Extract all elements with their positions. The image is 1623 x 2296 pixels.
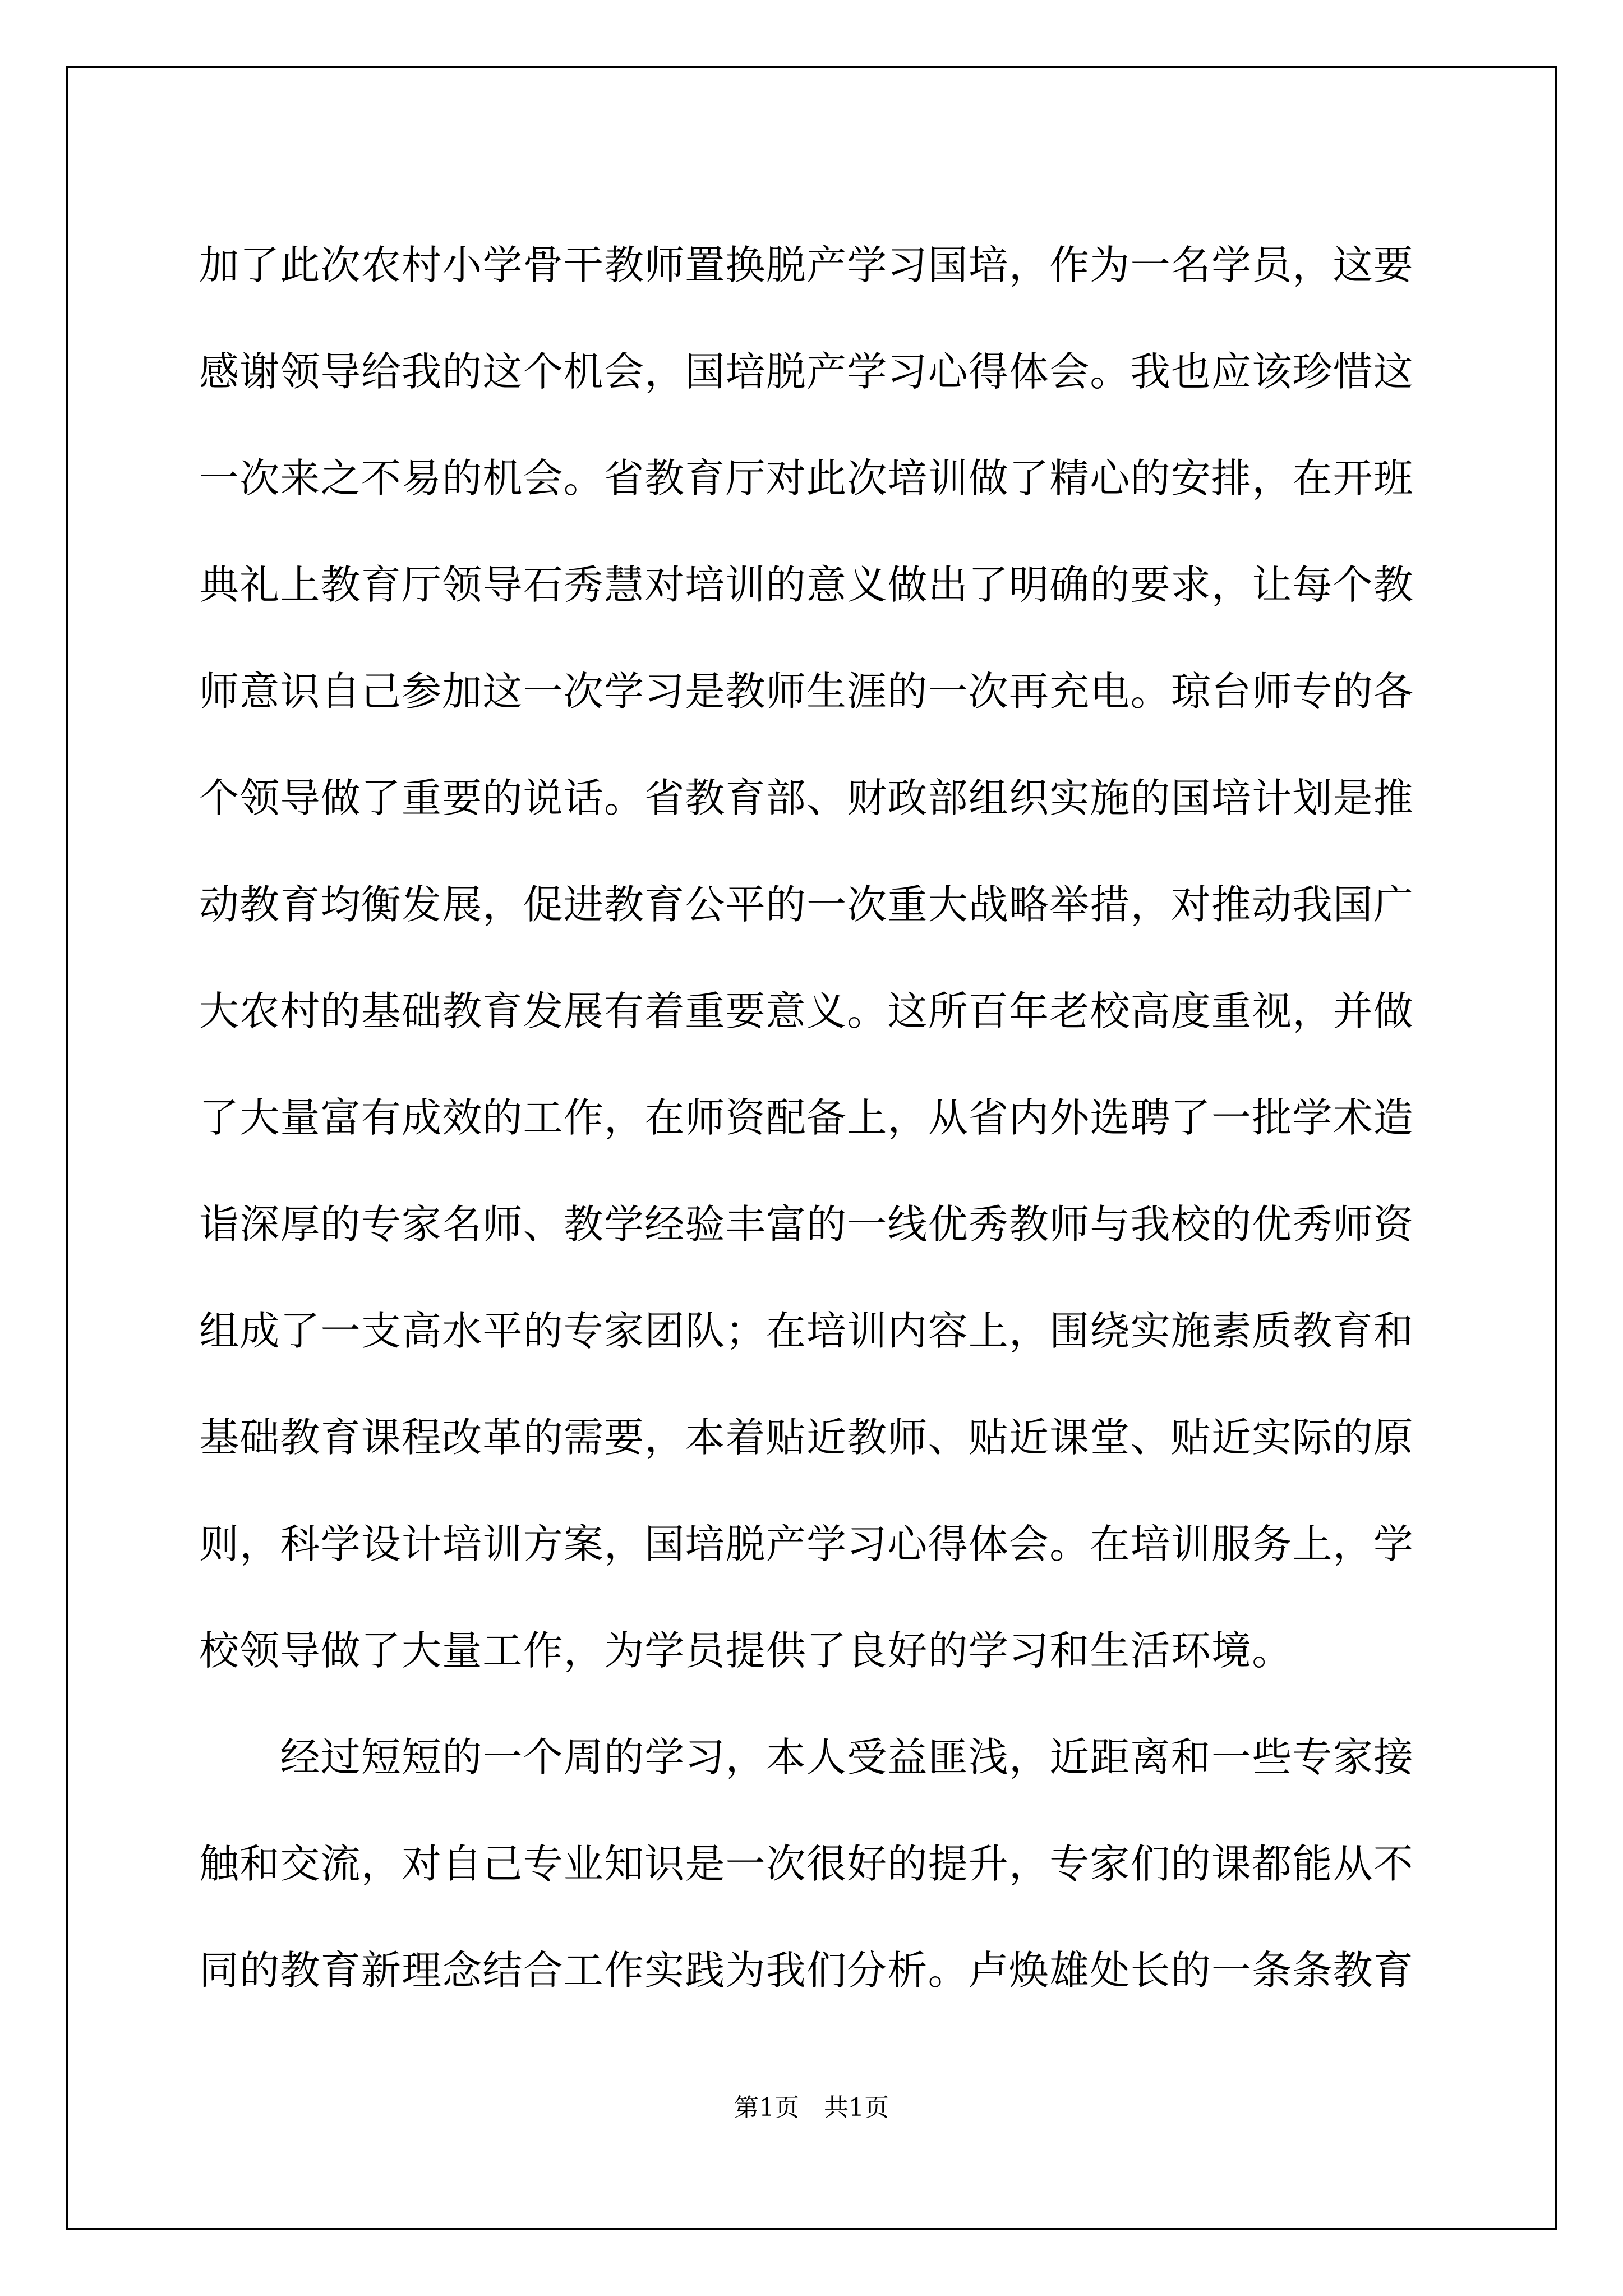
text-line: 典礼上教育厅领导石秀慧对培训的意义做出了明确的要求，让每个教: [199, 562, 1414, 608]
text-line: 同的教育新理念结合工作实践为我们分析。卢焕雄处长的一条条教育: [199, 1947, 1414, 1994]
page-footer: 第1页 共1页: [734, 2093, 889, 2122]
text-line: 诣深厚的专家名师、教学经验丰富的一线优秀教师与我校的优秀师资: [199, 1201, 1414, 1248]
text-line: 感谢领导给我的这个机会，国培脱产学习心得体会。我也应该珍惜这: [199, 348, 1414, 395]
text-line: 校领导做了大量工作，为学员提供了良好的学习和生活环境。: [199, 1627, 1293, 1674]
text-line: 动教育均衡发展，促进教育公平的一次重大战略举措，对推动我国广: [199, 881, 1414, 928]
document-body: [199, 212, 1427, 2024]
text-line: 基础教育课程改革的需要，本着贴近教师、贴近课堂、贴近实际的原: [199, 1414, 1414, 1461]
text-line: 了大量富有成效的工作，在师资配备上，从省内外选聘了一批学术造: [199, 1094, 1414, 1141]
text-line: 一次来之不易的机会。省教育厅对此次培训做了精心的安排，在开班: [199, 455, 1414, 501]
text-line: 师意识自己参加这一次学习是教师生涯的一次再充电。琼台师专的各: [199, 668, 1414, 715]
text-line: 组成了一支高水平的专家团队；在培训内容上，围绕实施素质教育和: [199, 1308, 1414, 1354]
text-line: 个领导做了重要的说话。省教育部、财政部组织实施的国培计划是推: [199, 775, 1414, 821]
text-line: 加了此次农村小学骨干教师置换脱产学习国培，作为一名学员，这要: [199, 242, 1414, 288]
text-line: 则，科学设计培训方案，国培脱产学习心得体会。在培训服务上，学: [199, 1521, 1414, 1567]
text-line: 触和交流，对自己专业知识是一次很好的提升，专家们的课都能从不: [199, 1841, 1414, 1887]
text-line: 大农村的基础教育发展有着重要意义。这所百年老校高度重视，并做: [199, 988, 1414, 1034]
text-line: 经过短短的一个周的学习，本人受益匪浅，近距离和一些专家接: [199, 1734, 1414, 1780]
